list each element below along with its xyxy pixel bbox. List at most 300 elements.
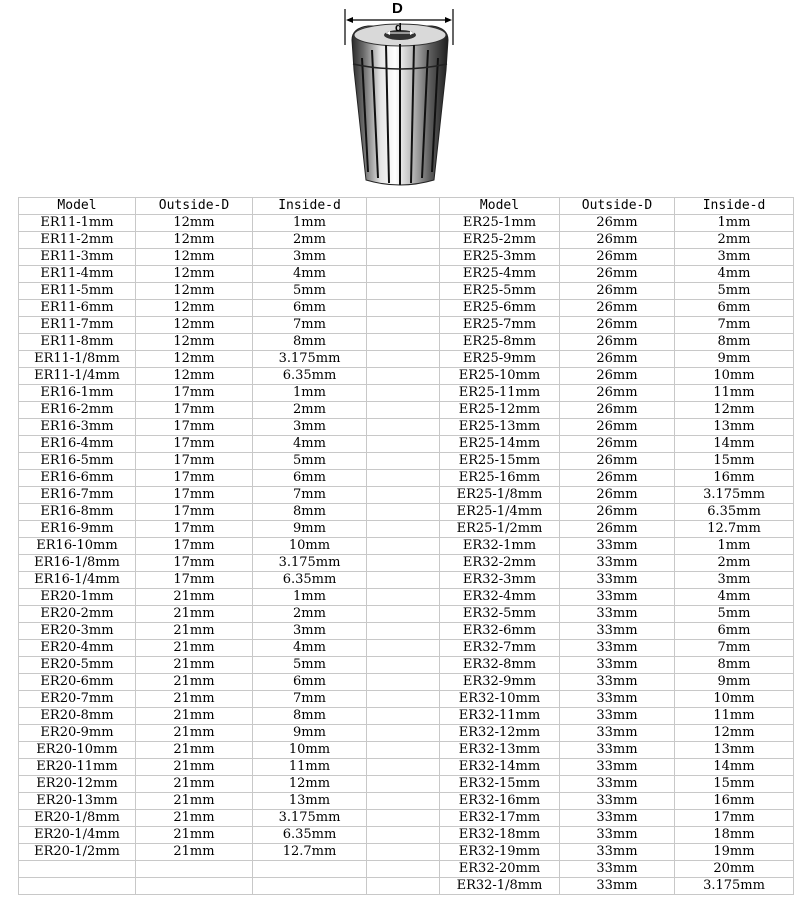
cell-inside-d: 4mm [253, 640, 367, 657]
cell-outside-d: 33mm [560, 844, 675, 861]
cell-inside-d: 10mm [675, 368, 794, 385]
cell-inside-d: 1mm [253, 215, 367, 232]
table-row [19, 402, 794, 419]
cell-inside-d: 1mm [253, 589, 367, 606]
spacer-cell [367, 742, 440, 759]
cell-model: ER16-1/4mm [19, 572, 136, 589]
cell-inside-d: 2mm [253, 402, 367, 419]
table-row [19, 810, 794, 827]
cell-model: ER25-13mm [440, 419, 560, 436]
spacer-cell [367, 725, 440, 742]
cell-inside-d: 1mm [675, 538, 794, 555]
cell-outside-d: 21mm [136, 844, 253, 861]
table-row [19, 436, 794, 453]
cell-outside-d: 33mm [560, 623, 675, 640]
cell-outside-d: 26mm [560, 368, 675, 385]
table-row [19, 351, 794, 368]
cell-inside-d [253, 878, 367, 895]
cell-outside-d: 33mm [560, 555, 675, 572]
cell-outside-d: 12mm [136, 368, 253, 385]
cell-model: ER25-8mm [440, 334, 560, 351]
header-outside-d: Outside-D [136, 198, 253, 215]
cell-inside-d: 2mm [253, 232, 367, 249]
cell-outside-d: 12mm [136, 232, 253, 249]
cell-outside-d: 12mm [136, 283, 253, 300]
cell-inside-d: 11mm [675, 708, 794, 725]
cell-model: ER25-1/2mm [440, 521, 560, 538]
cell-inside-d: 6.35mm [675, 504, 794, 521]
cell-outside-d: 21mm [136, 623, 253, 640]
spacer-cell [367, 351, 440, 368]
cell-model: ER16-1mm [19, 385, 136, 402]
table-row [19, 844, 794, 861]
table-row [19, 368, 794, 385]
table-row [19, 589, 794, 606]
cell-inside-d: 14mm [675, 436, 794, 453]
header-model: Model [440, 198, 560, 215]
cell-model: ER25-16mm [440, 470, 560, 487]
cell-model [19, 861, 136, 878]
spacer-cell [367, 232, 440, 249]
spacer-cell [367, 623, 440, 640]
cell-outside-d: 26mm [560, 436, 675, 453]
table-row [19, 708, 794, 725]
cell-outside-d: 26mm [560, 453, 675, 470]
cell-outside-d: 26mm [560, 385, 675, 402]
table-row [19, 453, 794, 470]
cell-model: ER20-6mm [19, 674, 136, 691]
cell-inside-d: 4mm [675, 589, 794, 606]
cell-outside-d: 33mm [560, 827, 675, 844]
cell-inside-d: 9mm [253, 725, 367, 742]
table-row [19, 521, 794, 538]
cell-inside-d: 7mm [253, 317, 367, 334]
cell-outside-d: 17mm [136, 538, 253, 555]
cell-model: ER11-2mm [19, 232, 136, 249]
table-row [19, 606, 794, 623]
cell-model: ER20-1/2mm [19, 844, 136, 861]
cell-inside-d: 15mm [675, 453, 794, 470]
spacer-cell [367, 861, 440, 878]
cell-outside-d: 21mm [136, 691, 253, 708]
cell-model: ER20-7mm [19, 691, 136, 708]
cell-outside-d: 33mm [560, 776, 675, 793]
spacer-cell [367, 606, 440, 623]
cell-outside-d: 21mm [136, 606, 253, 623]
cell-outside-d: 12mm [136, 317, 253, 334]
cell-model: ER25-9mm [440, 351, 560, 368]
cell-model: ER16-2mm [19, 402, 136, 419]
table-row [19, 555, 794, 572]
cell-model: ER25-4mm [440, 266, 560, 283]
cell-outside-d: 21mm [136, 742, 253, 759]
cell-inside-d: 1mm [675, 215, 794, 232]
cell-model: ER11-5mm [19, 283, 136, 300]
cell-outside-d [136, 861, 253, 878]
cell-model: ER20-12mm [19, 776, 136, 793]
table-row [19, 266, 794, 283]
cell-outside-d: 33mm [560, 589, 675, 606]
cell-outside-d: 26mm [560, 487, 675, 504]
cell-outside-d: 21mm [136, 810, 253, 827]
cell-model: ER32-19mm [440, 844, 560, 861]
table-row [19, 317, 794, 334]
table-row [19, 504, 794, 521]
cell-inside-d: 3.175mm [253, 555, 367, 572]
cell-outside-d: 33mm [560, 742, 675, 759]
cell-model: ER32-20mm [440, 861, 560, 878]
cell-model: ER25-7mm [440, 317, 560, 334]
cell-outside-d: 21mm [136, 589, 253, 606]
cell-inside-d: 10mm [675, 691, 794, 708]
cell-outside-d: 26mm [560, 249, 675, 266]
cell-inside-d: 4mm [253, 266, 367, 283]
outer-diameter-label: D [392, 0, 403, 17]
spacer-cell [367, 436, 440, 453]
cell-model: ER32-6mm [440, 623, 560, 640]
spacer-cell [367, 640, 440, 657]
table-row [19, 878, 794, 895]
cell-inside-d: 4mm [253, 436, 367, 453]
spacer-cell [367, 759, 440, 776]
cell-inside-d: 6mm [253, 300, 367, 317]
cell-inside-d: 3.175mm [675, 878, 794, 895]
cell-model: ER32-17mm [440, 810, 560, 827]
cell-outside-d: 17mm [136, 419, 253, 436]
cell-inside-d: 1mm [253, 385, 367, 402]
cell-inside-d: 8mm [675, 334, 794, 351]
cell-model: ER16-6mm [19, 470, 136, 487]
table-row [19, 419, 794, 436]
spacer-cell [367, 793, 440, 810]
spacer-cell [367, 334, 440, 351]
cell-outside-d: 21mm [136, 793, 253, 810]
spacer-cell [367, 708, 440, 725]
cell-inside-d: 6mm [675, 623, 794, 640]
cell-outside-d: 21mm [136, 725, 253, 742]
cell-inside-d: 19mm [675, 844, 794, 861]
cell-model: ER25-1/8mm [440, 487, 560, 504]
cell-model: ER11-1/8mm [19, 351, 136, 368]
header-outside-d: Outside-D [560, 198, 675, 215]
spacer-cell [367, 504, 440, 521]
cell-inside-d: 10mm [253, 538, 367, 555]
cell-model: ER16-4mm [19, 436, 136, 453]
cell-outside-d: 26mm [560, 232, 675, 249]
cell-inside-d: 12mm [675, 402, 794, 419]
table-row [19, 827, 794, 844]
cell-inside-d: 17mm [675, 810, 794, 827]
cell-inside-d: 7mm [253, 487, 367, 504]
cell-model: ER32-12mm [440, 725, 560, 742]
spacer-cell [367, 385, 440, 402]
table-row [19, 232, 794, 249]
cell-model: ER11-1mm [19, 215, 136, 232]
cell-outside-d: 21mm [136, 776, 253, 793]
cell-inside-d: 12.7mm [253, 844, 367, 861]
cell-outside-d [136, 878, 253, 895]
cell-inside-d: 12.7mm [675, 521, 794, 538]
cell-model: ER20-13mm [19, 793, 136, 810]
spacer-cell [367, 300, 440, 317]
table-row [19, 776, 794, 793]
cell-inside-d: 5mm [253, 657, 367, 674]
spacer-cell [367, 878, 440, 895]
cell-inside-d: 2mm [253, 606, 367, 623]
cell-model: ER11-1/4mm [19, 368, 136, 385]
cell-inside-d: 6.35mm [253, 368, 367, 385]
cell-inside-d: 3mm [675, 572, 794, 589]
cell-inside-d: 10mm [253, 742, 367, 759]
cell-outside-d: 12mm [136, 300, 253, 317]
cell-model: ER20-1/4mm [19, 827, 136, 844]
cell-outside-d: 26mm [560, 334, 675, 351]
spacer-cell [367, 691, 440, 708]
table-row [19, 691, 794, 708]
cell-outside-d: 33mm [560, 725, 675, 742]
cell-model: ER32-15mm [440, 776, 560, 793]
cell-outside-d: 33mm [560, 708, 675, 725]
cell-inside-d: 20mm [675, 861, 794, 878]
cell-inside-d [253, 861, 367, 878]
cell-model: ER25-14mm [440, 436, 560, 453]
table-row [19, 640, 794, 657]
cell-inside-d: 2mm [675, 232, 794, 249]
cell-inside-d: 5mm [675, 283, 794, 300]
spacer-cell [367, 674, 440, 691]
cell-outside-d: 12mm [136, 334, 253, 351]
cell-model: ER11-4mm [19, 266, 136, 283]
cell-outside-d: 12mm [136, 351, 253, 368]
cell-outside-d: 26mm [560, 351, 675, 368]
cell-model: ER25-1mm [440, 215, 560, 232]
cell-model: ER32-4mm [440, 589, 560, 606]
collet-illustration [0, 0, 800, 197]
cell-inside-d: 6.35mm [253, 572, 367, 589]
cell-outside-d: 12mm [136, 215, 253, 232]
cell-outside-d: 17mm [136, 436, 253, 453]
cell-outside-d: 12mm [136, 266, 253, 283]
cell-outside-d: 26mm [560, 215, 675, 232]
cell-outside-d: 21mm [136, 708, 253, 725]
cell-inside-d: 3mm [253, 249, 367, 266]
header-inside-d: Inside-d [675, 198, 794, 215]
cell-outside-d: 33mm [560, 810, 675, 827]
cell-inside-d: 6mm [253, 470, 367, 487]
table-row [19, 725, 794, 742]
cell-inside-d: 3mm [253, 419, 367, 436]
collet-spec-table [18, 197, 794, 895]
cell-outside-d: 33mm [560, 674, 675, 691]
table-row [19, 538, 794, 555]
cell-model: ER20-8mm [19, 708, 136, 725]
cell-inside-d: 16mm [675, 470, 794, 487]
cell-model: ER32-11mm [440, 708, 560, 725]
cell-model: ER32-16mm [440, 793, 560, 810]
spacer-cell [367, 317, 440, 334]
cell-outside-d: 17mm [136, 555, 253, 572]
cell-model: ER25-5mm [440, 283, 560, 300]
cell-model: ER32-5mm [440, 606, 560, 623]
cell-outside-d: 26mm [560, 300, 675, 317]
cell-inside-d: 12mm [675, 725, 794, 742]
cell-outside-d: 17mm [136, 504, 253, 521]
cell-model: ER32-13mm [440, 742, 560, 759]
table-row [19, 385, 794, 402]
cell-model: ER20-1mm [19, 589, 136, 606]
cell-outside-d: 26mm [560, 521, 675, 538]
table-row [19, 470, 794, 487]
table-row [19, 759, 794, 776]
cell-inside-d: 3.175mm [253, 351, 367, 368]
cell-outside-d: 21mm [136, 640, 253, 657]
cell-outside-d: 21mm [136, 657, 253, 674]
cell-outside-d: 33mm [560, 759, 675, 776]
cell-model: ER16-5mm [19, 453, 136, 470]
cell-outside-d: 33mm [560, 538, 675, 555]
cell-inside-d: 13mm [253, 793, 367, 810]
cell-outside-d: 33mm [560, 691, 675, 708]
cell-model: ER32-8mm [440, 657, 560, 674]
cell-inside-d: 8mm [675, 657, 794, 674]
cell-inside-d: 3mm [253, 623, 367, 640]
spacer-cell [367, 844, 440, 861]
cell-inside-d: 6mm [253, 674, 367, 691]
cell-outside-d: 17mm [136, 470, 253, 487]
cell-inside-d: 5mm [675, 606, 794, 623]
cell-model [19, 878, 136, 895]
cell-outside-d: 26mm [560, 317, 675, 334]
cell-inside-d: 14mm [675, 759, 794, 776]
cell-outside-d: 21mm [136, 759, 253, 776]
cell-outside-d: 21mm [136, 674, 253, 691]
spacer-cell [367, 283, 440, 300]
cell-outside-d: 26mm [560, 402, 675, 419]
cell-inside-d: 4mm [675, 266, 794, 283]
cell-outside-d: 17mm [136, 572, 253, 589]
table-body [19, 198, 794, 895]
cell-outside-d: 33mm [560, 657, 675, 674]
cell-model: ER25-6mm [440, 300, 560, 317]
cell-inside-d: 9mm [253, 521, 367, 538]
spacer-cell [367, 657, 440, 674]
cell-model: ER20-1/8mm [19, 810, 136, 827]
table-row [19, 742, 794, 759]
table-row [19, 572, 794, 589]
spacer-cell [367, 266, 440, 283]
cell-outside-d: 21mm [136, 827, 253, 844]
cell-inside-d: 8mm [253, 708, 367, 725]
table-row [19, 249, 794, 266]
cell-model: ER32-2mm [440, 555, 560, 572]
cell-model: ER20-9mm [19, 725, 136, 742]
spacer-cell [367, 589, 440, 606]
cell-model: ER11-8mm [19, 334, 136, 351]
table-row [19, 215, 794, 232]
cell-inside-d: 13mm [675, 742, 794, 759]
cell-model: ER11-3mm [19, 249, 136, 266]
cell-model: ER16-3mm [19, 419, 136, 436]
cell-model: ER16-10mm [19, 538, 136, 555]
cell-model: ER25-2mm [440, 232, 560, 249]
cell-inside-d: 7mm [675, 640, 794, 657]
cell-outside-d: 33mm [560, 861, 675, 878]
spacer-cell [367, 555, 440, 572]
cell-outside-d: 33mm [560, 606, 675, 623]
table-row [19, 861, 794, 878]
spacer-cell [367, 470, 440, 487]
cell-model: ER25-10mm [440, 368, 560, 385]
spacer-cell [367, 215, 440, 232]
cell-outside-d: 26mm [560, 419, 675, 436]
cell-model: ER20-4mm [19, 640, 136, 657]
table-row [19, 674, 794, 691]
cell-outside-d: 26mm [560, 266, 675, 283]
spacer-cell [367, 538, 440, 555]
spacer-cell [367, 198, 440, 215]
cell-inside-d: 13mm [675, 419, 794, 436]
cell-model: ER16-8mm [19, 504, 136, 521]
cell-inside-d: 5mm [253, 453, 367, 470]
cell-inside-d: 12mm [253, 776, 367, 793]
spacer-cell [367, 453, 440, 470]
cell-model: ER25-11mm [440, 385, 560, 402]
cell-outside-d: 17mm [136, 402, 253, 419]
header-inside-d: Inside-d [253, 198, 367, 215]
cell-outside-d: 17mm [136, 453, 253, 470]
table-header-row [19, 198, 794, 215]
cell-inside-d: 6mm [675, 300, 794, 317]
table-row [19, 487, 794, 504]
cell-model: ER32-7mm [440, 640, 560, 657]
cell-model: ER32-1/8mm [440, 878, 560, 895]
table-row [19, 334, 794, 351]
cell-inside-d: 15mm [675, 776, 794, 793]
cell-model: ER20-2mm [19, 606, 136, 623]
spacer-cell [367, 810, 440, 827]
spacer-cell [367, 419, 440, 436]
spacer-cell [367, 368, 440, 385]
table-row [19, 623, 794, 640]
cell-inside-d: 9mm [675, 351, 794, 368]
cell-outside-d: 17mm [136, 521, 253, 538]
cell-outside-d: 26mm [560, 283, 675, 300]
cell-outside-d: 33mm [560, 640, 675, 657]
cell-inside-d: 9mm [675, 674, 794, 691]
cell-model: ER32-1mm [440, 538, 560, 555]
spacer-cell [367, 487, 440, 504]
cell-model: ER32-18mm [440, 827, 560, 844]
table-row [19, 657, 794, 674]
cell-inside-d: 6.35mm [253, 827, 367, 844]
cell-inside-d: 3.175mm [253, 810, 367, 827]
cell-model: ER16-7mm [19, 487, 136, 504]
cell-outside-d: 33mm [560, 572, 675, 589]
cell-outside-d: 12mm [136, 249, 253, 266]
table-row [19, 283, 794, 300]
cell-model: ER32-10mm [440, 691, 560, 708]
cell-outside-d: 17mm [136, 487, 253, 504]
cell-inside-d: 8mm [253, 504, 367, 521]
cell-model: ER20-10mm [19, 742, 136, 759]
cell-inside-d: 3mm [675, 249, 794, 266]
inner-diameter-label: d [395, 22, 402, 34]
spacer-cell [367, 521, 440, 538]
cell-model: ER20-5mm [19, 657, 136, 674]
cell-model: ER25-15mm [440, 453, 560, 470]
cell-model: ER16-9mm [19, 521, 136, 538]
table-row [19, 300, 794, 317]
